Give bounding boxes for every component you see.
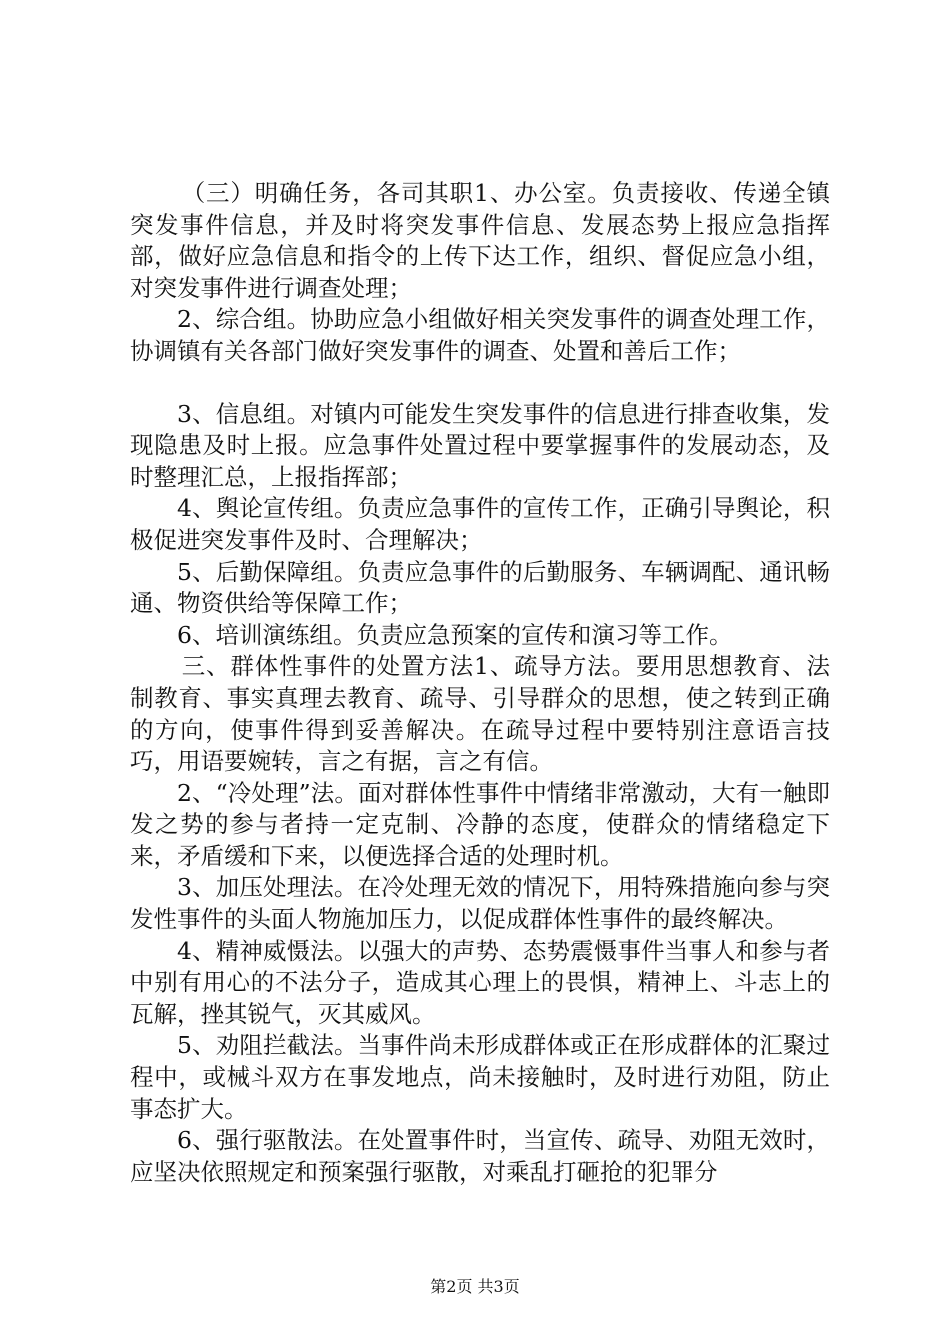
paragraph-publicity-group: 4、舆论宣传组。负责应急事件的宣传工作，正确引导舆论，积极促进突发事件及时、合理解决； [130,494,830,554]
paragraph-training-group: 6、培训演练组。负责应急预案的宣传和演习等工作。 [177,620,733,649]
paragraph-dissuasion: 5、劝阻拦截法。当事件尚未形成群体或正在形成群体的汇聚过程中，或械斗双方在事发地点，尚未接触时，及时进行劝阻，防止事态扩大。 [130,1031,830,1123]
page-number: 第2页 共3页 [430,1277,520,1296]
document-body [130,178,830,1188]
paragraph-deterrence: 4、精神威慑法。以强大的声势、态势震慑事件当事人和参与者中别有用心的不法分子，造成其心理上的畏惧，精神上、斗志上的瓦解，挫其锐气，灭其威风。 [130,936,830,1028]
paragraph-cold-handling: 2、“冷处理”法。面对群体性事件中情绪非常激动，大有一触即发之势的参与者持一定克制、冷静的态度，使群众的情绪稳定下来，矛盾缓和下来，以便选择合适的处理时机。 [130,778,830,870]
paragraph-tasks-office: （三）明确任务，各司其职1、办公室。负责接收、传递全镇突发事件信息，并及时将突发事件信息、发展态势上报应急指挥部，做好应急信息和指令的上传下达工作，组织、督促应急小组，对突发事件进行调查处理； [130,179,830,302]
paragraph-info-group: 3、信息组。对镇内可能发生突发事件的信息进行排查收集，发现隐患及时上报。应急事件处置过程中要掌握事件的发展动态，及时整理汇总，上报指挥部； [130,399,830,491]
paragraph-pressure-handling: 3、加压处理法。在冷处理无效的情况下，用特殊措施向参与突发性事件的头面人物施加压力，以促成群体性事件的最终解决。 [130,873,830,934]
paragraph-general-group: 2、综合组。协助应急小组做好相关突发事件的调查处理工作，协调镇有关各部门做好突发事件的调查、处置和善后工作； [130,305,830,365]
paragraph-dispersal: 6、强行驱散法。在处置事件时，当宣传、疏导、劝阻无效时，应坚决依照规定和预案强行驱散，对乘乱打砸抢的犯罪分 [130,1126,830,1186]
paragraph-handling-methods: 三、群体性事件的处置方法1、疏导方法。要用思想教育、法制教育、事实真理去教育、疏导、引导群众的思想，使之转到正确的方向，使事件得到妥善解决。在疏导过程中要特别注意语言技巧，用语要婉转，言之有据，言之有信。 [130,652,830,776]
paragraph-logistics-group: 5、后勤保障组。负责应急事件的后勤服务、车辆调配、通讯畅通、物资供给等保障工作； [130,557,830,618]
